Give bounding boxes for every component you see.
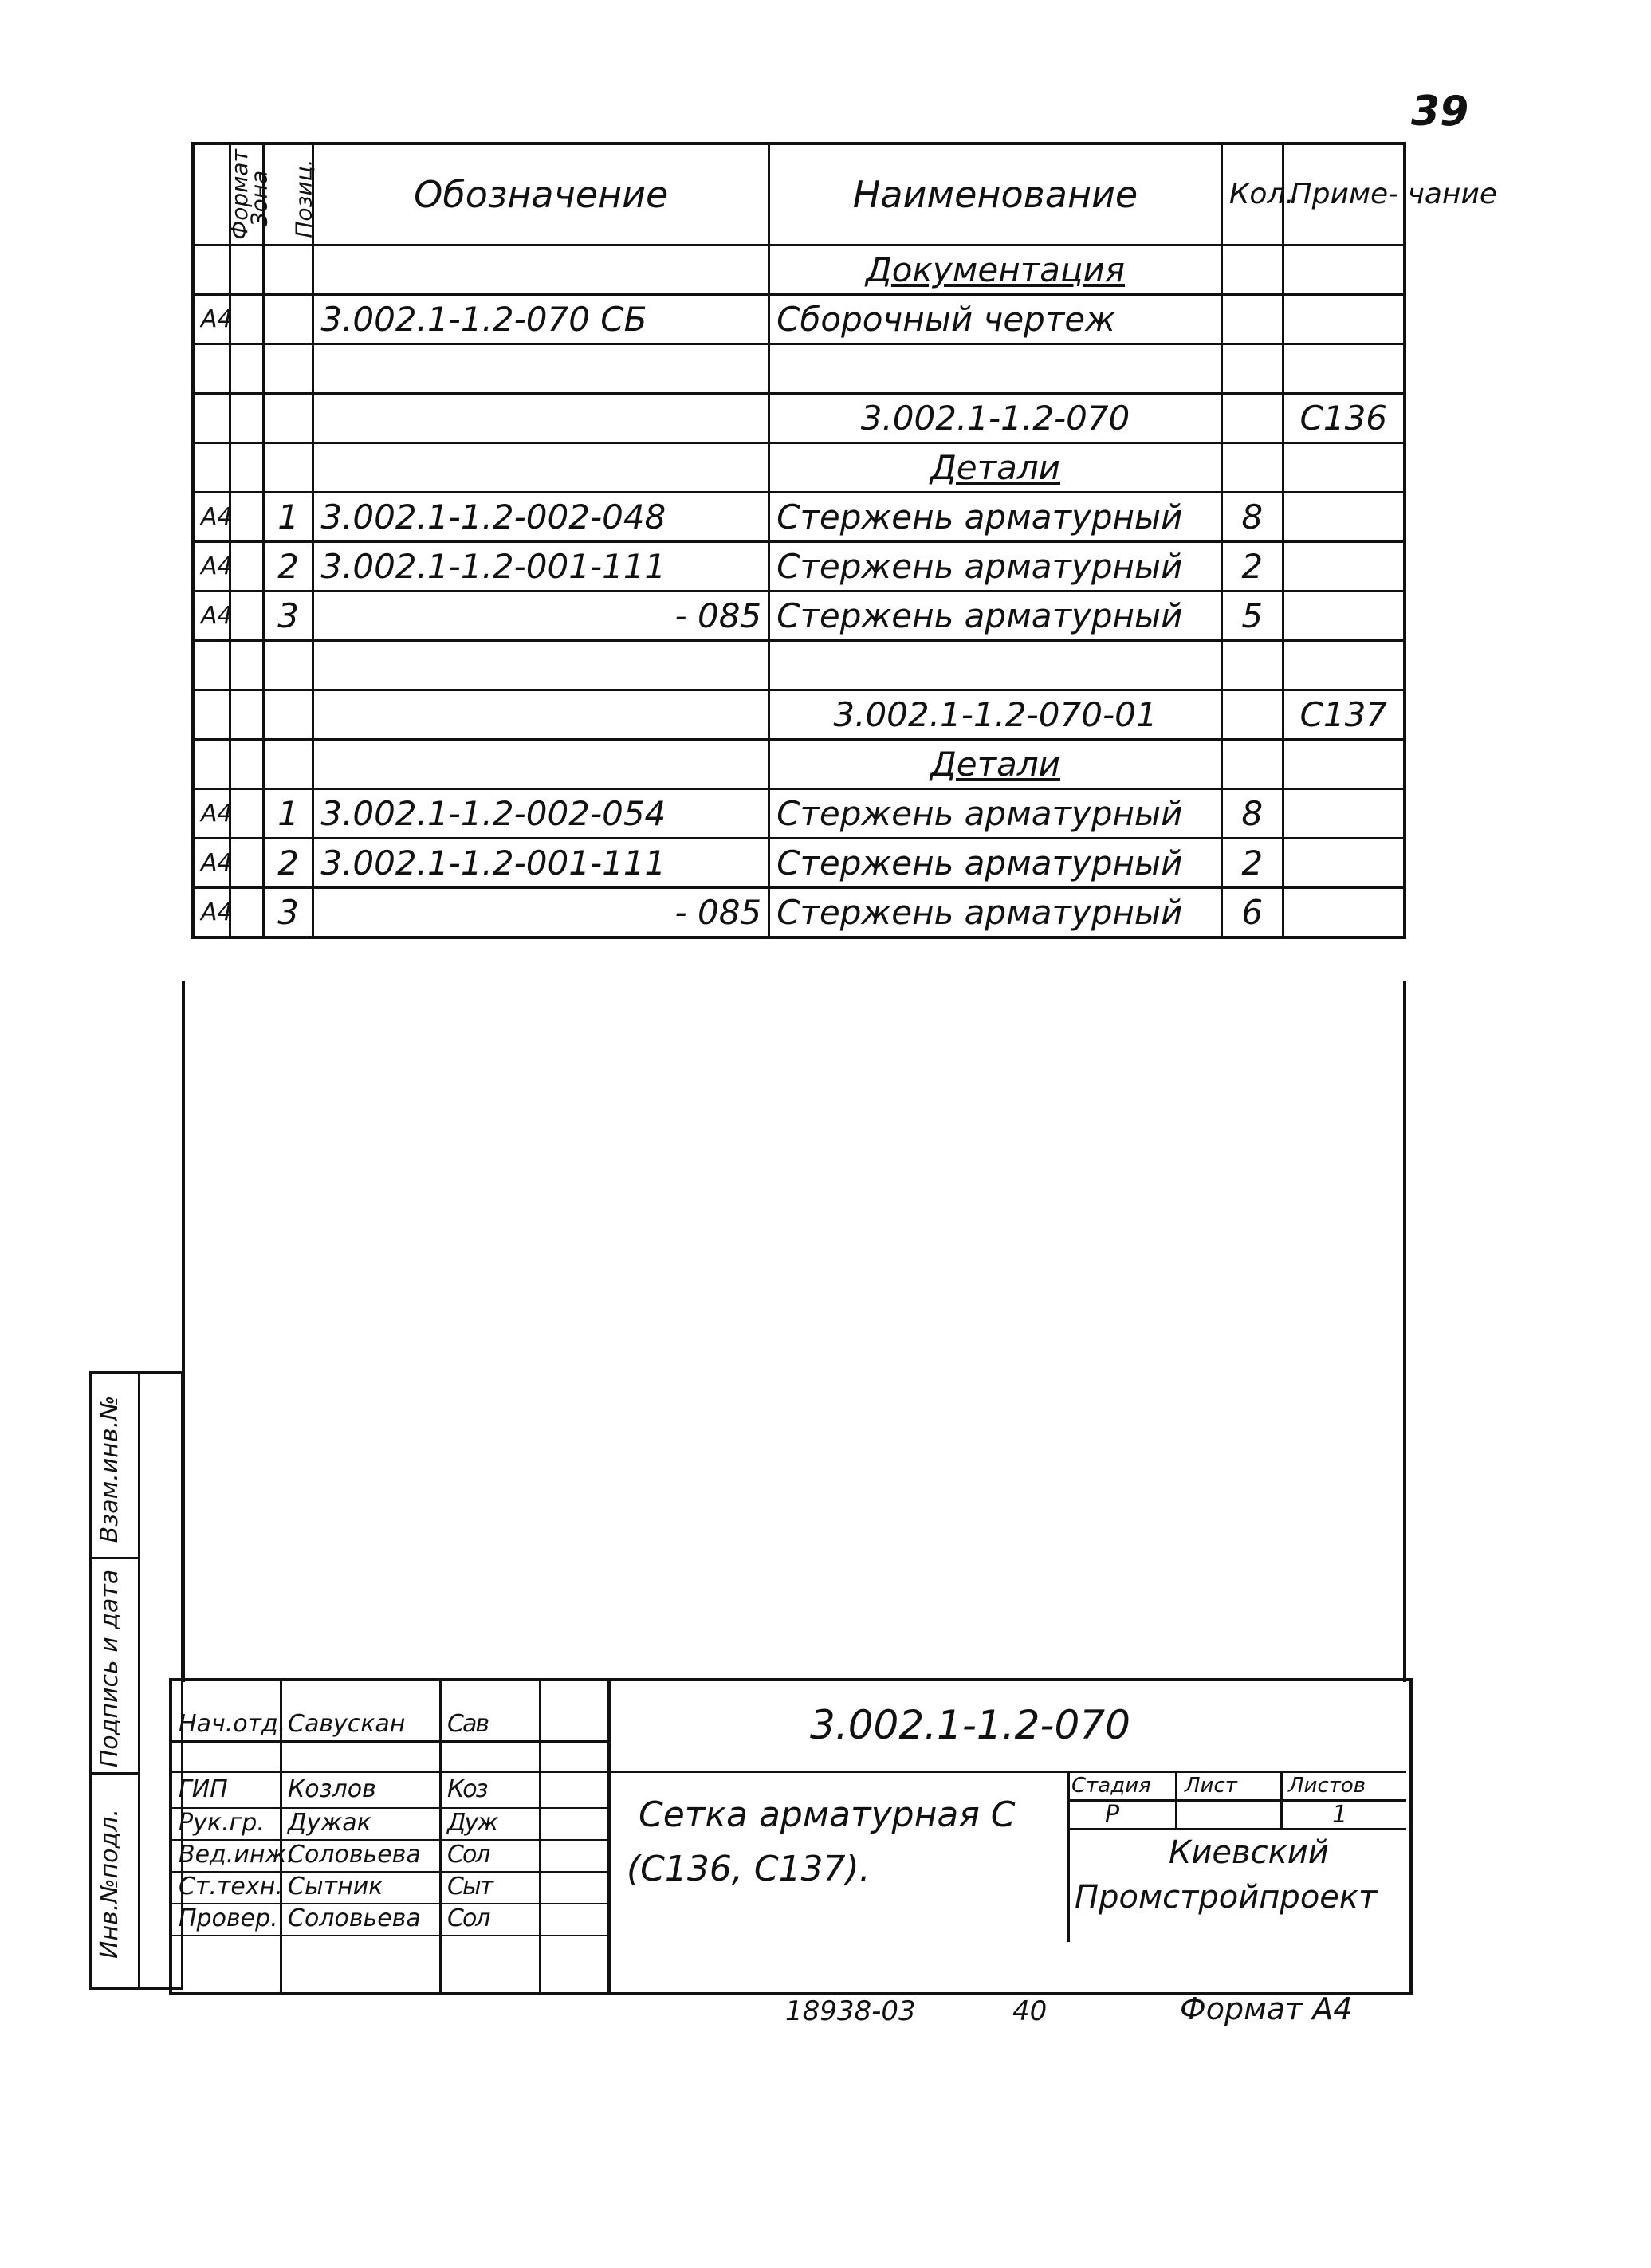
cell-format: А4 (193, 542, 230, 592)
cell-designation: 3.002.1-1.2-001-111 (313, 542, 769, 592)
cell-qty: 8 (1221, 493, 1283, 542)
cell-position (263, 394, 313, 443)
cell-note (1283, 295, 1405, 344)
cell-note (1283, 789, 1405, 839)
divider (92, 1772, 138, 1775)
divider (1067, 1771, 1070, 1942)
cell-format: А4 (193, 295, 230, 344)
divider (439, 1681, 442, 1992)
cell-zone (230, 641, 264, 690)
cell-zone (230, 592, 264, 641)
cell-zone (230, 443, 264, 493)
side-label-signature-date: Подпись и дата (96, 1569, 124, 1768)
cell-note (1283, 493, 1405, 542)
cell-name: Сборочный чертеж (769, 295, 1222, 344)
signature: Коз (447, 1775, 487, 1803)
table-row (193, 641, 1405, 690)
cell-name: 3.002.1-1.2-070 (769, 394, 1222, 443)
cell-position (263, 443, 313, 493)
cell-qty (1221, 740, 1283, 789)
header-name: Наименование (769, 143, 1222, 246)
footer-format: Формат А4 (1180, 1991, 1353, 2026)
role-name: Сытник (288, 1873, 383, 1900)
cell-note (1283, 839, 1405, 888)
cell-qty (1221, 641, 1283, 690)
cell-qty: 6 (1221, 888, 1283, 938)
stage-value: Р (1105, 1801, 1120, 1829)
cell-position (263, 344, 313, 394)
cell-format (193, 740, 230, 789)
divider (539, 1681, 541, 1992)
cell-name: Стержень арматурный (769, 592, 1222, 641)
cell-note (1283, 542, 1405, 592)
cell-designation: - 085 (313, 592, 769, 641)
org-line2: Промстройпроект (1075, 1879, 1378, 1916)
cell-note (1283, 888, 1405, 938)
title-block-doc-code: 3.002.1-1.2-070 (810, 1702, 1130, 1748)
cell-format (193, 641, 230, 690)
cell-note: С137 (1283, 690, 1405, 740)
cell-zone (230, 888, 264, 938)
cell-qty (1221, 443, 1283, 493)
cell-note: С136 (1283, 394, 1405, 443)
cell-position (263, 295, 313, 344)
side-label-original-inv: Инв.№подл. (96, 1809, 124, 1959)
divider (172, 1935, 607, 1936)
cell-position (263, 246, 313, 295)
cell-name: Детали (769, 740, 1222, 789)
table-row (193, 888, 1405, 938)
cell-format (193, 246, 230, 295)
cell-note (1283, 443, 1405, 493)
cell-designation: 3.002.1-1.2-002-054 (313, 789, 769, 839)
header-designation: Обозначение (313, 143, 769, 246)
divider (1280, 1771, 1283, 1828)
label-sheet: Лист (1185, 1774, 1237, 1798)
cell-note (1283, 592, 1405, 641)
title-block-title-line2: (С136, С137). (627, 1849, 871, 1889)
table-row (193, 344, 1405, 394)
cell-name: Стержень арматурный (769, 888, 1222, 938)
divider (1175, 1771, 1177, 1828)
role-name: Дужак (288, 1809, 371, 1837)
header-position: Позиц. (263, 143, 313, 246)
role-name: Козлов (288, 1775, 376, 1803)
cell-name: Детали (769, 443, 1222, 493)
header-zone: Зона (230, 143, 264, 246)
cell-zone (230, 344, 264, 394)
header-note: Приме- чание (1283, 143, 1405, 246)
sheets-value: 1 (1332, 1801, 1348, 1829)
cell-format: А4 (193, 789, 230, 839)
cell-format: А4 (193, 493, 230, 542)
signature: Сыт (447, 1873, 493, 1900)
cell-designation (313, 344, 769, 394)
cell-note (1283, 641, 1405, 690)
table-row (193, 443, 1405, 493)
signature: Сол (447, 1841, 489, 1869)
cell-format (193, 443, 230, 493)
cell-position: 3 (263, 592, 313, 641)
cell-position: 3 (263, 888, 313, 938)
header-qty: Кол. (1221, 143, 1283, 246)
divider (172, 1740, 607, 1743)
cell-note (1283, 344, 1405, 394)
table-row (193, 839, 1405, 888)
cell-name (769, 641, 1222, 690)
cell-zone (230, 493, 264, 542)
cell-name (769, 344, 1222, 394)
cell-designation (313, 443, 769, 493)
header-format: Формат (193, 143, 230, 246)
signature: Сав (447, 1710, 489, 1738)
cell-qty (1221, 246, 1283, 295)
cell-note (1283, 246, 1405, 295)
table-row (193, 246, 1405, 295)
role-label: Вед.инж. (179, 1841, 294, 1869)
divider (172, 1771, 607, 1773)
cell-zone (230, 295, 264, 344)
table-row (193, 592, 1405, 641)
cell-zone (230, 839, 264, 888)
org-line1: Киевский (1169, 1834, 1329, 1871)
cell-designation: 3.002.1-1.2-002-048 (313, 493, 769, 542)
specification-table (191, 142, 1498, 939)
cell-zone (230, 246, 264, 295)
label-sheets: Листов (1288, 1774, 1366, 1798)
cell-name: Стержень арматурный (769, 839, 1222, 888)
role-name: Соловьева (288, 1841, 421, 1869)
cell-note (1283, 740, 1405, 789)
role-label: Нач.отд. (179, 1710, 286, 1738)
cell-position: 2 (263, 542, 313, 592)
cell-position: 1 (263, 493, 313, 542)
cell-designation (313, 394, 769, 443)
cell-position: 2 (263, 839, 313, 888)
table-row (193, 690, 1405, 740)
cell-designation (313, 246, 769, 295)
signature: Дуж (447, 1809, 497, 1837)
cell-position: 1 (263, 789, 313, 839)
table-row (193, 789, 1405, 839)
cell-zone (230, 542, 264, 592)
title-block (169, 1678, 1413, 1995)
role-name: Савускан (288, 1710, 406, 1738)
cell-zone (230, 789, 264, 839)
signature: Сол (447, 1904, 489, 1932)
cell-qty: 5 (1221, 592, 1283, 641)
cell-qty (1221, 344, 1283, 394)
cell-format (193, 394, 230, 443)
cell-position (263, 690, 313, 740)
table-row (193, 394, 1405, 443)
cell-designation: - 085 (313, 888, 769, 938)
role-name: Соловьева (288, 1904, 421, 1932)
table-header-row (193, 143, 1405, 246)
cell-name: Стержень арматурный (769, 493, 1222, 542)
role-label: Ст.техн. (179, 1873, 283, 1900)
cell-designation: 3.002.1-1.2-070 СБ (313, 295, 769, 344)
cell-format (193, 344, 230, 394)
side-label-replacement-inv: Взам.инв.№ (96, 1395, 124, 1543)
role-label: Рук.гр. (179, 1809, 265, 1837)
divider (607, 1681, 611, 1992)
cell-designation: 3.002.1-1.2-001-111 (313, 839, 769, 888)
cell-qty: 8 (1221, 789, 1283, 839)
cell-designation (313, 690, 769, 740)
cell-name: Стержень арматурный (769, 542, 1222, 592)
cell-format: А4 (193, 888, 230, 938)
title-block-title-line1: Сетка арматурная С (639, 1794, 1016, 1835)
page-number: 39 (1411, 88, 1469, 136)
footer-page: 40 (1012, 1995, 1048, 2027)
cell-qty (1221, 394, 1283, 443)
divider (607, 1771, 1406, 1773)
cell-name: Стержень арматурный (769, 789, 1222, 839)
cell-qty (1221, 690, 1283, 740)
cell-name: Документация (769, 246, 1222, 295)
cell-zone (230, 394, 264, 443)
cell-format: А4 (193, 839, 230, 888)
cell-format: А4 (193, 592, 230, 641)
role-label: ГИП (179, 1775, 228, 1803)
footer-inventory: 18938-03 (785, 1995, 916, 2027)
table-row (193, 493, 1405, 542)
cell-position (263, 641, 313, 690)
cell-qty: 2 (1221, 542, 1283, 592)
cell-designation (313, 740, 769, 789)
cell-qty (1221, 295, 1283, 344)
frame-right-border (1403, 981, 1406, 1682)
label-stage: Стадия (1071, 1774, 1151, 1798)
table-row (193, 295, 1405, 344)
cell-qty: 2 (1221, 839, 1283, 888)
cell-zone (230, 740, 264, 789)
cell-zone (230, 690, 264, 740)
role-label: Провер. (179, 1904, 278, 1932)
cell-position (263, 740, 313, 789)
table-row (193, 740, 1405, 789)
cell-name: 3.002.1-1.2-070-01 (769, 690, 1222, 740)
cell-designation (313, 641, 769, 690)
table-row (193, 542, 1405, 592)
cell-format (193, 690, 230, 740)
